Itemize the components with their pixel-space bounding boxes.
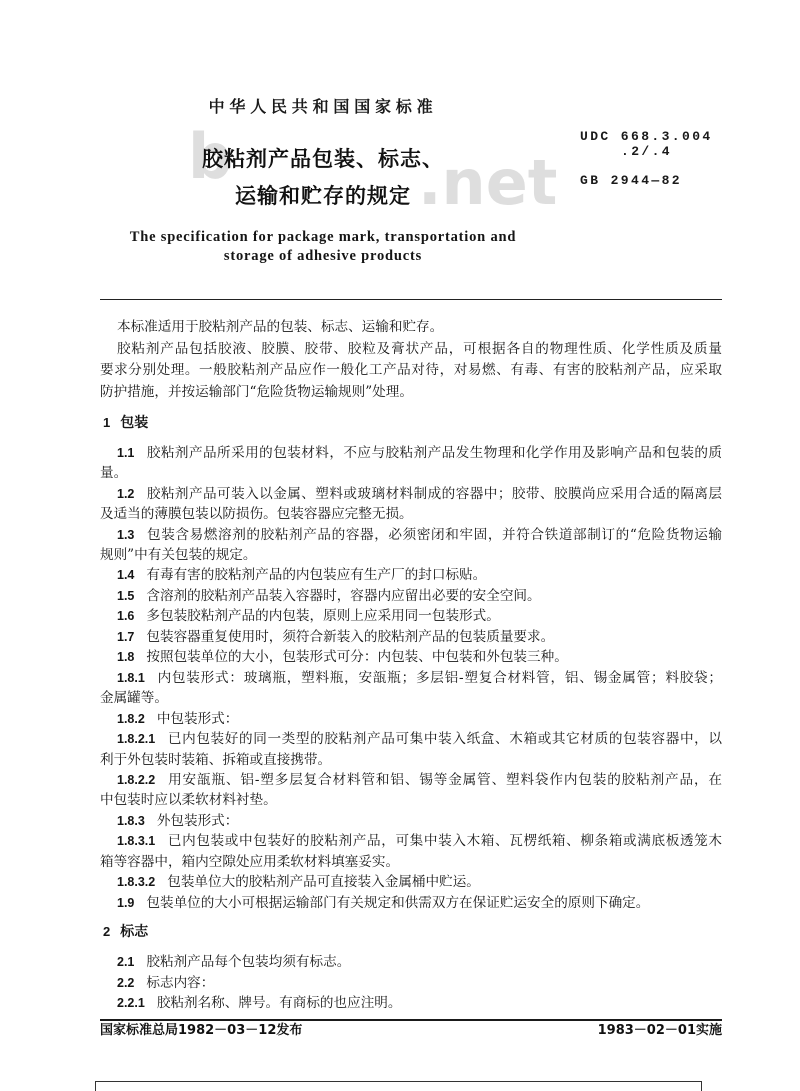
clause-number: 2.1: [117, 955, 135, 970]
paragraph-line: [100, 382, 722, 404]
clause-continuation-line: [100, 504, 722, 524]
clause-2-2: [100, 973, 722, 993]
document-body: [100, 317, 722, 1014]
clause-first-line: [100, 973, 722, 993]
clause-continuation-line: [100, 545, 722, 565]
clause-1-8-3-1: [100, 831, 722, 872]
clause-number: 1.8: [117, 650, 135, 665]
clause-1-1: [100, 443, 722, 484]
section-heading: [100, 413, 722, 433]
clause-number: 1.3: [117, 527, 135, 542]
clause-text: 胶粘剂产品每个包装均须有标志。: [146, 954, 351, 971]
intro-paragraph: [100, 317, 722, 339]
document-title: [0, 141, 646, 219]
clause-text: 含溶剂的胶粘剂产品装入容器时，容器内应留出必要的安全空间。: [146, 587, 541, 604]
clause-1-2: [100, 484, 722, 525]
clause-text: 有毒有害的胶粘剂产品的内包装应有生产厂的封口标贴。: [146, 567, 487, 584]
clause-number: 1.8.3.2: [117, 875, 156, 890]
clause-text: 中包装形式：: [156, 710, 239, 727]
clause-continuation-line: [100, 852, 722, 872]
clause-1-8-2: [100, 709, 722, 729]
english-title: [0, 228, 646, 266]
clause-text: 胶粘剂名称、牌号。有商标的也应注明。: [156, 995, 402, 1012]
clause-first-line: [100, 831, 722, 851]
clause-number: 1.8.3: [117, 813, 145, 828]
udc-code-continuation: .2/.4: [621, 144, 673, 159]
clause-1-8-3: [100, 811, 722, 831]
section-title: 标志: [120, 924, 149, 941]
clause-text: 利于外包装时装箱、拆箱或直接携带。: [100, 751, 332, 768]
clause-text: 按照包装单位的大小，包装形式可分：内包装、中包装和外包装三种。: [146, 649, 568, 666]
clause-text: 标志内容：: [146, 974, 215, 991]
clause-number: 1.8.2.2: [117, 773, 156, 788]
clause-1-9: [100, 893, 722, 913]
paragraph-text: 本标准适用于胶粘剂产品的包装、标志、运输和贮存。: [117, 319, 444, 335]
clause-first-line: [100, 729, 722, 749]
clause-text: 内包装形式：玻璃瓶，塑料瓶，安瓿瓶；多层铝-塑复合材料管，铝、锡金属管；料胶袋；: [156, 669, 722, 686]
clause-continuation-line: [100, 688, 722, 708]
footer-divider: [100, 1019, 722, 1021]
clause-1-5: [100, 586, 722, 606]
clause-number: 1.8.3.1: [117, 834, 156, 849]
clause-text: 规则”中有关包装的规定。: [100, 547, 257, 564]
clause-number: 1.6: [117, 609, 135, 624]
next-page-frame: [95, 1081, 702, 1091]
clause-1-6: [100, 606, 722, 626]
clause-continuation-line: [100, 463, 722, 483]
section-heading: [100, 922, 722, 942]
clause-first-line: [100, 770, 722, 790]
clause-continuation-line: [100, 750, 722, 770]
clause-1-8-3-2: [100, 872, 722, 892]
paragraph-line: [100, 339, 722, 361]
english-title-line: storage of adhesive products: [223, 248, 423, 264]
gb-standard-number: GB 2944—82: [580, 173, 683, 188]
paragraph-line: [100, 317, 722, 339]
clause-1-8: [100, 647, 722, 667]
clause-number: 2.2: [117, 975, 135, 990]
paragraph-line: [100, 360, 722, 382]
watermark-left: b: [188, 120, 233, 193]
section-number: 1: [103, 414, 111, 430]
clause-text: 已内包装好的同一类型的胶粘剂产品可集中装入纸盒、木箱或其它材质的包装容器中，以: [167, 731, 722, 748]
clause-1-4: [100, 565, 722, 585]
clause-1-8-2-1: [100, 729, 722, 770]
header-divider: [100, 299, 722, 300]
standard-org-heading: 中华人民共和国国家标准: [208, 97, 438, 116]
paragraph-text: 胶粘剂产品包括胶液、胶膜、胶带、胶粒及膏状产品，可根据各自的物理性质、化学性质及质量: [117, 340, 722, 357]
clause-text: 包装容器重复使用时，须符合新装入的胶粘剂产品的包装质量要求。: [146, 628, 555, 645]
clause-first-line: [100, 565, 722, 585]
english-title-line: The specification for package mark, transportation and: [129, 229, 517, 245]
clause-text: 已内包装或中包装好的胶粘剂产品，可集中装入木箱、瓦楞纸箱、柳条箱或满底板透笼木: [167, 833, 722, 850]
udc-code: UDC 668.3.004: [580, 129, 713, 144]
title-line: 胶粘剂产品包装、标志、: [202, 147, 444, 171]
clause-number: 1.7: [117, 629, 135, 644]
clause-text: 及适当的薄膜包装以防损伤。包装容器应完整无损。: [100, 506, 413, 523]
section-number: 2: [103, 924, 111, 940]
clause-first-line: [100, 606, 722, 626]
paragraph-text: 要求分别处理。一般胶粘剂产品应作一般化工产品对待，对易燃、有毒、有害的胶粘剂产品，应采取: [100, 362, 722, 379]
clause-1-8-1: [100, 668, 722, 709]
clause-text: 箱等容器中，箱内空隙处应用柔软材料填塞妥实。: [100, 853, 400, 870]
clause-first-line: [100, 586, 722, 606]
clause-first-line: [100, 647, 722, 667]
clause-number: 1.8.2: [117, 711, 145, 726]
clause-text: 中包装时应以柔软材料衬垫。: [100, 792, 277, 809]
watermark-right: .net: [418, 146, 558, 219]
effective-date: 1983－02－01实施: [597, 1023, 722, 1038]
clause-text: 胶粘剂产品可装入以金属、塑料或玻璃材料制成的容器中；胶带、胶膜尚应采用合适的隔离层: [146, 485, 722, 502]
clause-text: 包装单位的大小可根据运输部门有关规定和供需双方在保证贮运安全的原则下确定。: [146, 894, 650, 911]
clause-2-1: [100, 952, 722, 972]
clause-number: 1.8.2.1: [117, 732, 156, 747]
clause-number: 2.2.1: [117, 996, 145, 1011]
paragraph-text: 防护措施，并按运输部门“危险货物运输规则”处理。: [100, 384, 413, 401]
clause-first-line: [100, 668, 722, 688]
clause-first-line: [100, 443, 722, 463]
clause-1-3: [100, 525, 722, 566]
clause-first-line: [100, 709, 722, 729]
clause-number: 1.4: [117, 568, 135, 583]
clause-number: 1.5: [117, 588, 135, 603]
issue-date: 国家标准总局1982－03－12发布: [100, 1023, 303, 1038]
clause-continuation-line: [100, 790, 722, 810]
clause-first-line: [100, 484, 722, 504]
clause-text: 外包装形式：: [156, 812, 239, 829]
clause-text: 胶粘剂产品所采用的包装材料，不应与胶粘剂产品发生物理和化学作用及影响产品和包装的质: [146, 444, 722, 461]
clause-number: 1.2: [117, 486, 135, 501]
clause-text: 金属罐等。: [100, 690, 168, 707]
clause-number: 1.8.1: [117, 670, 145, 685]
clause-first-line: [100, 893, 722, 913]
clause-number: 1.1: [117, 445, 135, 460]
clause-text: 包装含易燃溶剂的胶粘剂产品的容器，必须密闭和牢固，并符合铁道部制订的“危险货物运输: [146, 526, 722, 543]
clause-text: 包装单位大的胶粘剂产品可直接装入金属桶中贮运。: [167, 874, 480, 891]
clause-first-line: [100, 627, 722, 647]
clause-1-8-2-2: [100, 770, 722, 811]
clause-text: 量。: [100, 465, 128, 482]
clause-first-line: [100, 952, 722, 972]
clause-2-2-1: [100, 993, 722, 1013]
clause-1-7: [100, 627, 722, 647]
clause-number: 1.9: [117, 895, 135, 910]
clause-first-line: [100, 811, 722, 831]
intro-paragraph: [100, 339, 722, 404]
clause-text: 多包装胶粘剂产品的内包装，原则上应采用同一包装形式。: [146, 608, 500, 625]
clause-text: 用安瓿瓶、铝-塑多层复合材料管和铝、锡等金属管、塑料袋作内包装的胶粘剂产品，在: [167, 772, 722, 789]
clause-first-line: [100, 872, 722, 892]
section-title: 包装: [120, 414, 149, 431]
clause-first-line: [100, 525, 722, 545]
title-line: 运输和贮存的规定: [235, 184, 411, 208]
clause-first-line: [100, 993, 722, 1013]
